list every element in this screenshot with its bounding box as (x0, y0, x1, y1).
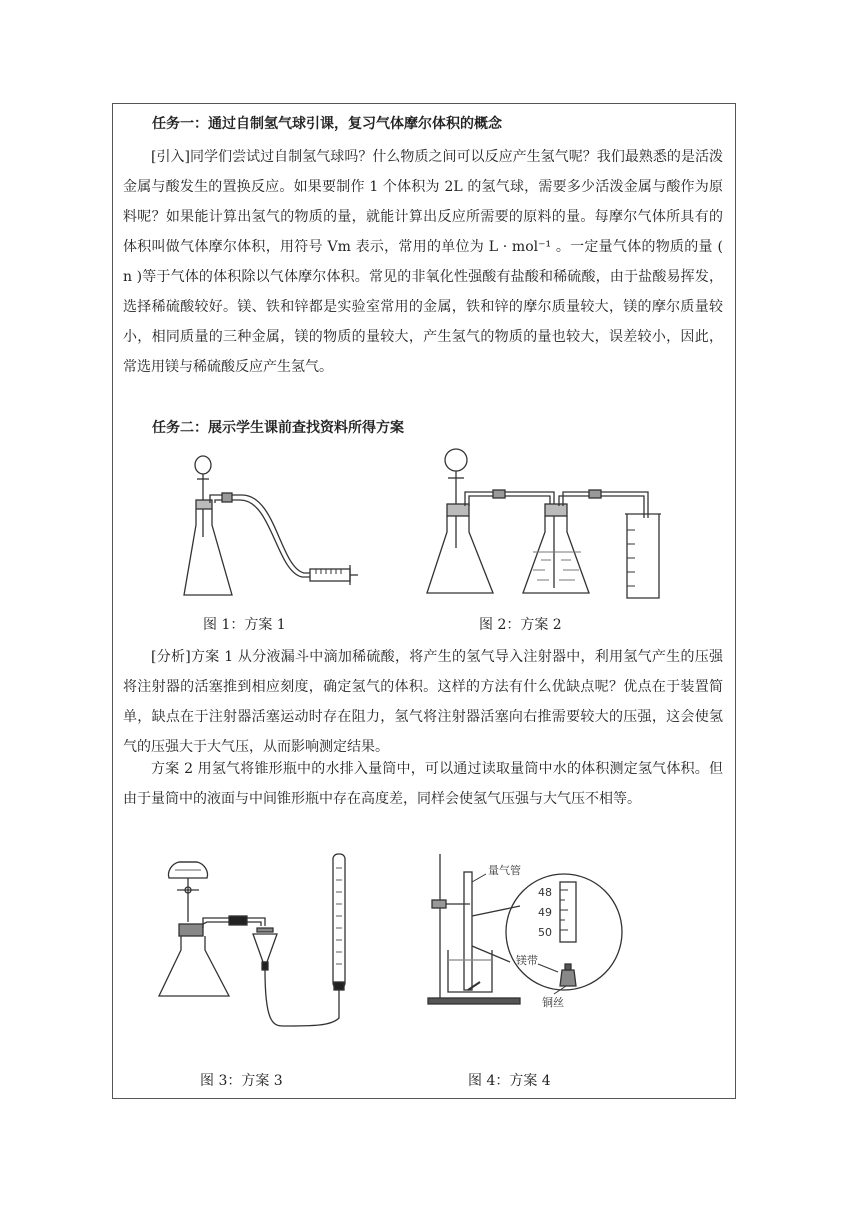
plan2-paragraph: 方案 2 用氢气将锥形瓶中的水排入量筒中，可以通过读取量筒中水的体积测定氢气体积。但由于量筒中的液面与中间锥形瓶中存在高度差，同样会使氢气压强与大气压不相等。 (123, 761, 723, 807)
analysis-paragraph: [分析]方案 1 从分液漏斗中滴加稀硫酸，将产生的氢气导入注射器中，利用氢气产生的压强将注射器的活塞推到相应刻度，确定氢气的体积。这样的方法有什么优缺点呢？优点在于装置简单，缺点在于注射器活塞运动时存在阻力，氢气将注射器活塞向右推需要较大的压强，这会使氢气的压强大于大气压，从而影响测定结果。 (123, 649, 723, 755)
intro-paragraph: [引入]同学们尝试过自制氢气球吗？什么物质之间可以反应产生氢气呢？我们最熟悉的是活泼金属与酸发生的置换反应。如果要制作 1 个体积为 2L 的氢气球，需要多少活泼金属与酸作为原料呢？如果能计算出氢气的物质的量，就能计算出反应所需要的原料的量。每摩尔气体所具有的体积叫做气体摩尔体积，用符号 Vm 表示，常用的单位为 L · mol⁻¹ 。一定量气体的物质的量 ( n )等于气体的体积除以气体摩尔体积。常见的非氧化性强酸有盐酸和稀硫酸，由于盐酸易挥发，选择稀硫酸较好。镁、铁和锌都是实验室常用的金属，铁和锌的摩尔质量较大，镁的摩尔质量较小，相同质量的三种金属，镁的物质的量较大，产生氢气的物质的量也较大，误差较小，因此，常选用镁与稀硫酸反应产生氢气。 (123, 149, 723, 375)
figure-2-apparatus (423, 448, 668, 603)
task1-heading: 任务一：通过自制氢气球引课，复习气体摩尔体积的概念 (152, 116, 502, 132)
label-mark-48: 48 (538, 886, 552, 899)
figure-1-caption: 图 1：方案 1 (203, 617, 286, 633)
label-copper-wire: 铜丝 (542, 996, 564, 1009)
label-gas-tube: 量气管 (488, 864, 521, 877)
figure-2-caption: 图 2：方案 2 (479, 617, 562, 633)
figure-3-caption: 图 3：方案 3 (200, 1073, 283, 1089)
figure-4-caption: 图 4：方案 4 (468, 1073, 551, 1089)
figure-3-apparatus (153, 850, 358, 1050)
label-magnesium-ribbon: 镁带 (516, 954, 538, 967)
label-mark-50: 50 (538, 926, 552, 939)
figure-4-apparatus (422, 852, 627, 1032)
figure-1-apparatus (180, 455, 360, 605)
label-mark-49: 49 (538, 906, 552, 919)
task2-heading: 任务二：展示学生课前查找资料所得方案 (152, 420, 404, 436)
